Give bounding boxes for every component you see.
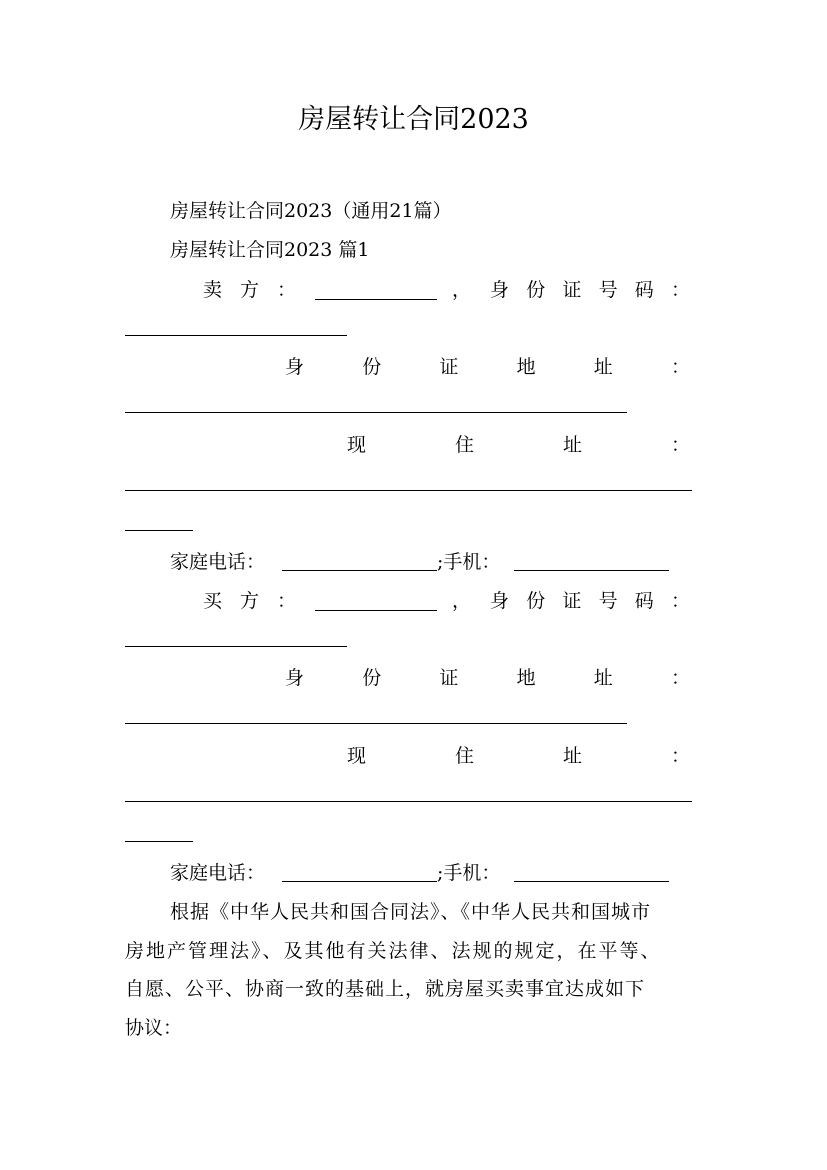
buyer-comma: ， xyxy=(452,590,472,612)
buyer-current-address-blank-1[interactable] xyxy=(125,801,692,802)
buyer-current-address-label: 现 住 址 ： xyxy=(347,745,690,767)
paragraph-line-4: 协议： xyxy=(125,1017,183,1039)
document-subtitle: 房屋转让合同2023（通用21篇） xyxy=(170,200,452,222)
section-heading: 房屋转让合同2023 篇1 xyxy=(170,239,370,261)
seller-id-number-label: 身 份 证 号 码 ： xyxy=(490,279,690,301)
seller-current-address-blank-2[interactable] xyxy=(125,530,193,531)
seller-name-blank[interactable] xyxy=(315,299,437,300)
seller-comma: ， xyxy=(452,279,472,301)
buyer-home-phone-blank[interactable] xyxy=(282,881,437,882)
seller-id-address-label: 身 份 证 地 址 ： xyxy=(285,356,690,378)
document-title: 房屋转让合同2023 xyxy=(298,104,529,135)
paragraph-line-3: 自愿、公平、协商一致的基础上，就房屋买卖事宜达成如下 xyxy=(125,978,646,1000)
paragraph-line-2: 房地产管理法》、及其他有关法律、法规的规定，在平等、 xyxy=(125,940,662,962)
buyer-name-blank[interactable] xyxy=(315,610,437,611)
buyer-mobile-label: ;手机： xyxy=(437,862,501,884)
seller-id-address-blank[interactable] xyxy=(125,412,627,413)
buyer-id-number-label: 身 份 证 号 码 ： xyxy=(490,590,690,612)
buyer-id-address-label: 身 份 证 地 址 ： xyxy=(285,667,690,689)
seller-id-number-blank[interactable] xyxy=(125,335,347,336)
buyer-home-phone-label: 家庭电话： xyxy=(170,862,266,884)
seller-home-phone-label: 家庭电话： xyxy=(170,551,266,573)
seller-mobile-label: ;手机： xyxy=(437,551,501,573)
paragraph-line-1: 根据《中华人民共和国合同法》、《中华人民共和国城市 xyxy=(170,901,652,923)
buyer-mobile-blank[interactable] xyxy=(514,881,669,882)
seller-mobile-blank[interactable] xyxy=(514,570,669,571)
seller-label: 卖方： xyxy=(203,279,315,301)
buyer-id-number-blank[interactable] xyxy=(125,646,347,647)
seller-home-phone-blank[interactable] xyxy=(282,570,437,571)
buyer-id-address-blank[interactable] xyxy=(125,723,627,724)
seller-current-address-label: 现 住 址 ： xyxy=(347,434,690,456)
buyer-current-address-blank-2[interactable] xyxy=(125,841,193,842)
buyer-label: 买方： xyxy=(203,590,315,612)
seller-current-address-blank-1[interactable] xyxy=(125,490,692,491)
